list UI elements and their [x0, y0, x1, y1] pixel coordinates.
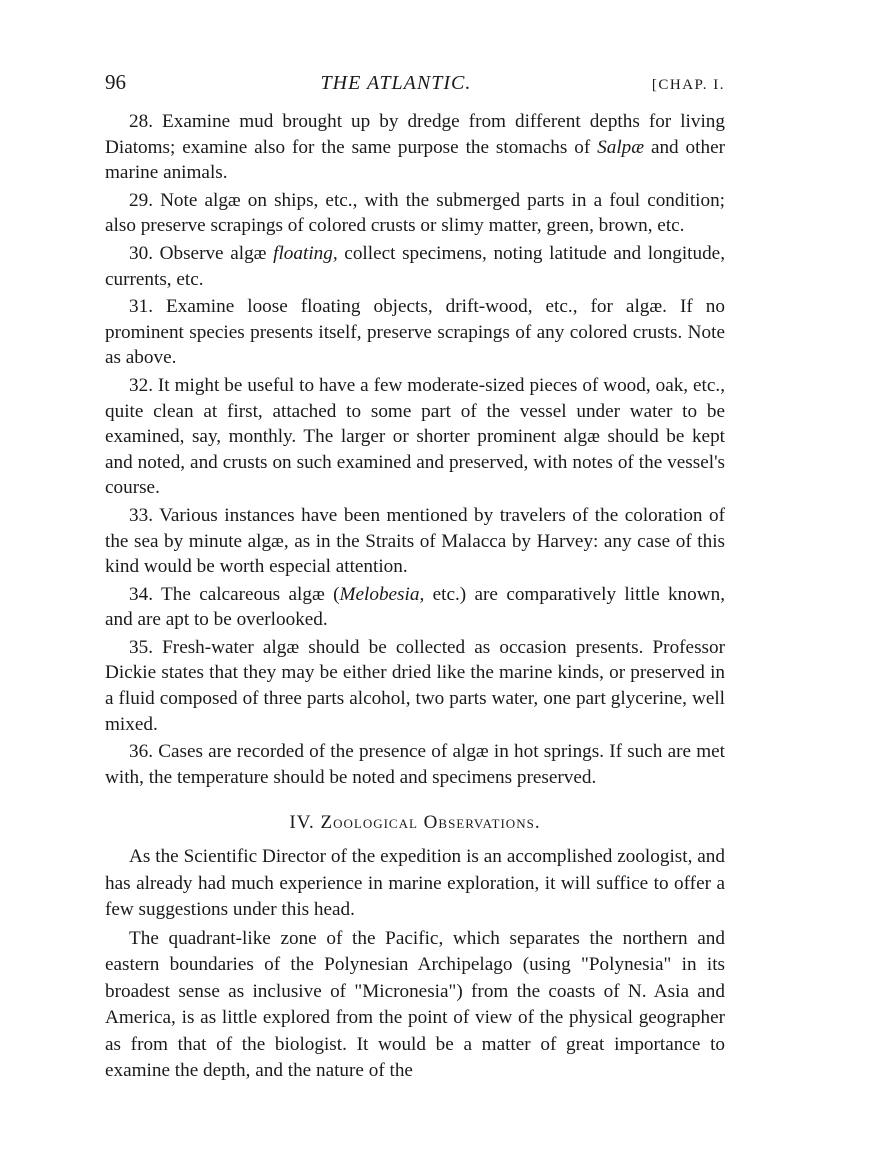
zoology-paragraph-1: As the Scientific Director of the expedition is an accomplished zoologist, and has already had much experience in marine exploration, it will suffice to offer a few suggestions under this head. [105, 846, 725, 921]
running-header [105, 70, 725, 95]
paragraph-33: 33. Various instances have been mentioned by travelers of the coloration of the sea by minute algæ, as in the Straits of Malacca by Harvey: any case of this kind would be worth especial attention. [105, 504, 725, 578]
paragraph-29: 29. Note algæ on ships, etc., with the submerged parts in a foul condition; also preserve scrapings of colored crusts or slimy matter, green, brown, etc. [105, 189, 725, 237]
paragraph-28: 28. Examine mud brought up by dredge from different depths for living Diatoms; examine also for the same purpose the stomachs of Salpæ and other marine animals. [105, 111, 725, 184]
paragraph-35: 35. Fresh-water algæ should be collected as occasion presents. Professor Dickie states that they may be either dried like the marine kinds, or preserved in a fluid composed of three parts alcohol, two parts water, one part glycerine, well mixed. [105, 636, 725, 735]
running-title: THE ATLANTIC. [320, 72, 472, 94]
zoology-text [105, 844, 725, 1085]
page-number: 96 [105, 70, 126, 94]
algae-instructions [105, 109, 725, 790]
chapter-label: [CHAP. I. [651, 77, 725, 93]
book-page [105, 70, 725, 1087]
zoology-paragraph-2: The quadrant-like zone of the Pacific, which separates the northern and eastern boundaries of the Polynesian Archipelago (using "Polynesia" in its broadest sense as inclusive of "Micronesia") from the coasts of N. Asia and America, is as little explored from the point of view of the physical geographer as from that of the biologist. It would be a matter of great importance to examine the depth, and the nature of the [105, 927, 725, 1082]
paragraph-36: 36. Cases are recorded of the presence of algæ in hot springs. If such are met with, the temperature should be noted and specimens preserved. [105, 741, 725, 788]
paragraph-32: 32. It might be useful to have a few moderate-sized pieces of wood, oak, etc., quite clean at first, attached to some part of the vessel under water to be examined, say, monthly. The larger or shorter prominent algæ should be kept and noted, and crusts on such examined and preserved, with notes of the vessel's course. [105, 374, 725, 499]
paragraph-31: 31. Examine loose floating objects, drift-wood, etc., for algæ. If no prominent species presents itself, preserve scrapings of any colored crusts. Note as above. [105, 296, 725, 369]
section-heading: IV. Zoological Observations. [289, 812, 541, 834]
paragraph-34: 34. The calcareous algæ (Melobesia, etc.) are comparatively little known, and are apt to be overlooked. [105, 583, 725, 631]
paragraph-30: 30. Observe algæ floating, collect specimens, noting latitude and longitude, currents, etc. [105, 242, 725, 290]
